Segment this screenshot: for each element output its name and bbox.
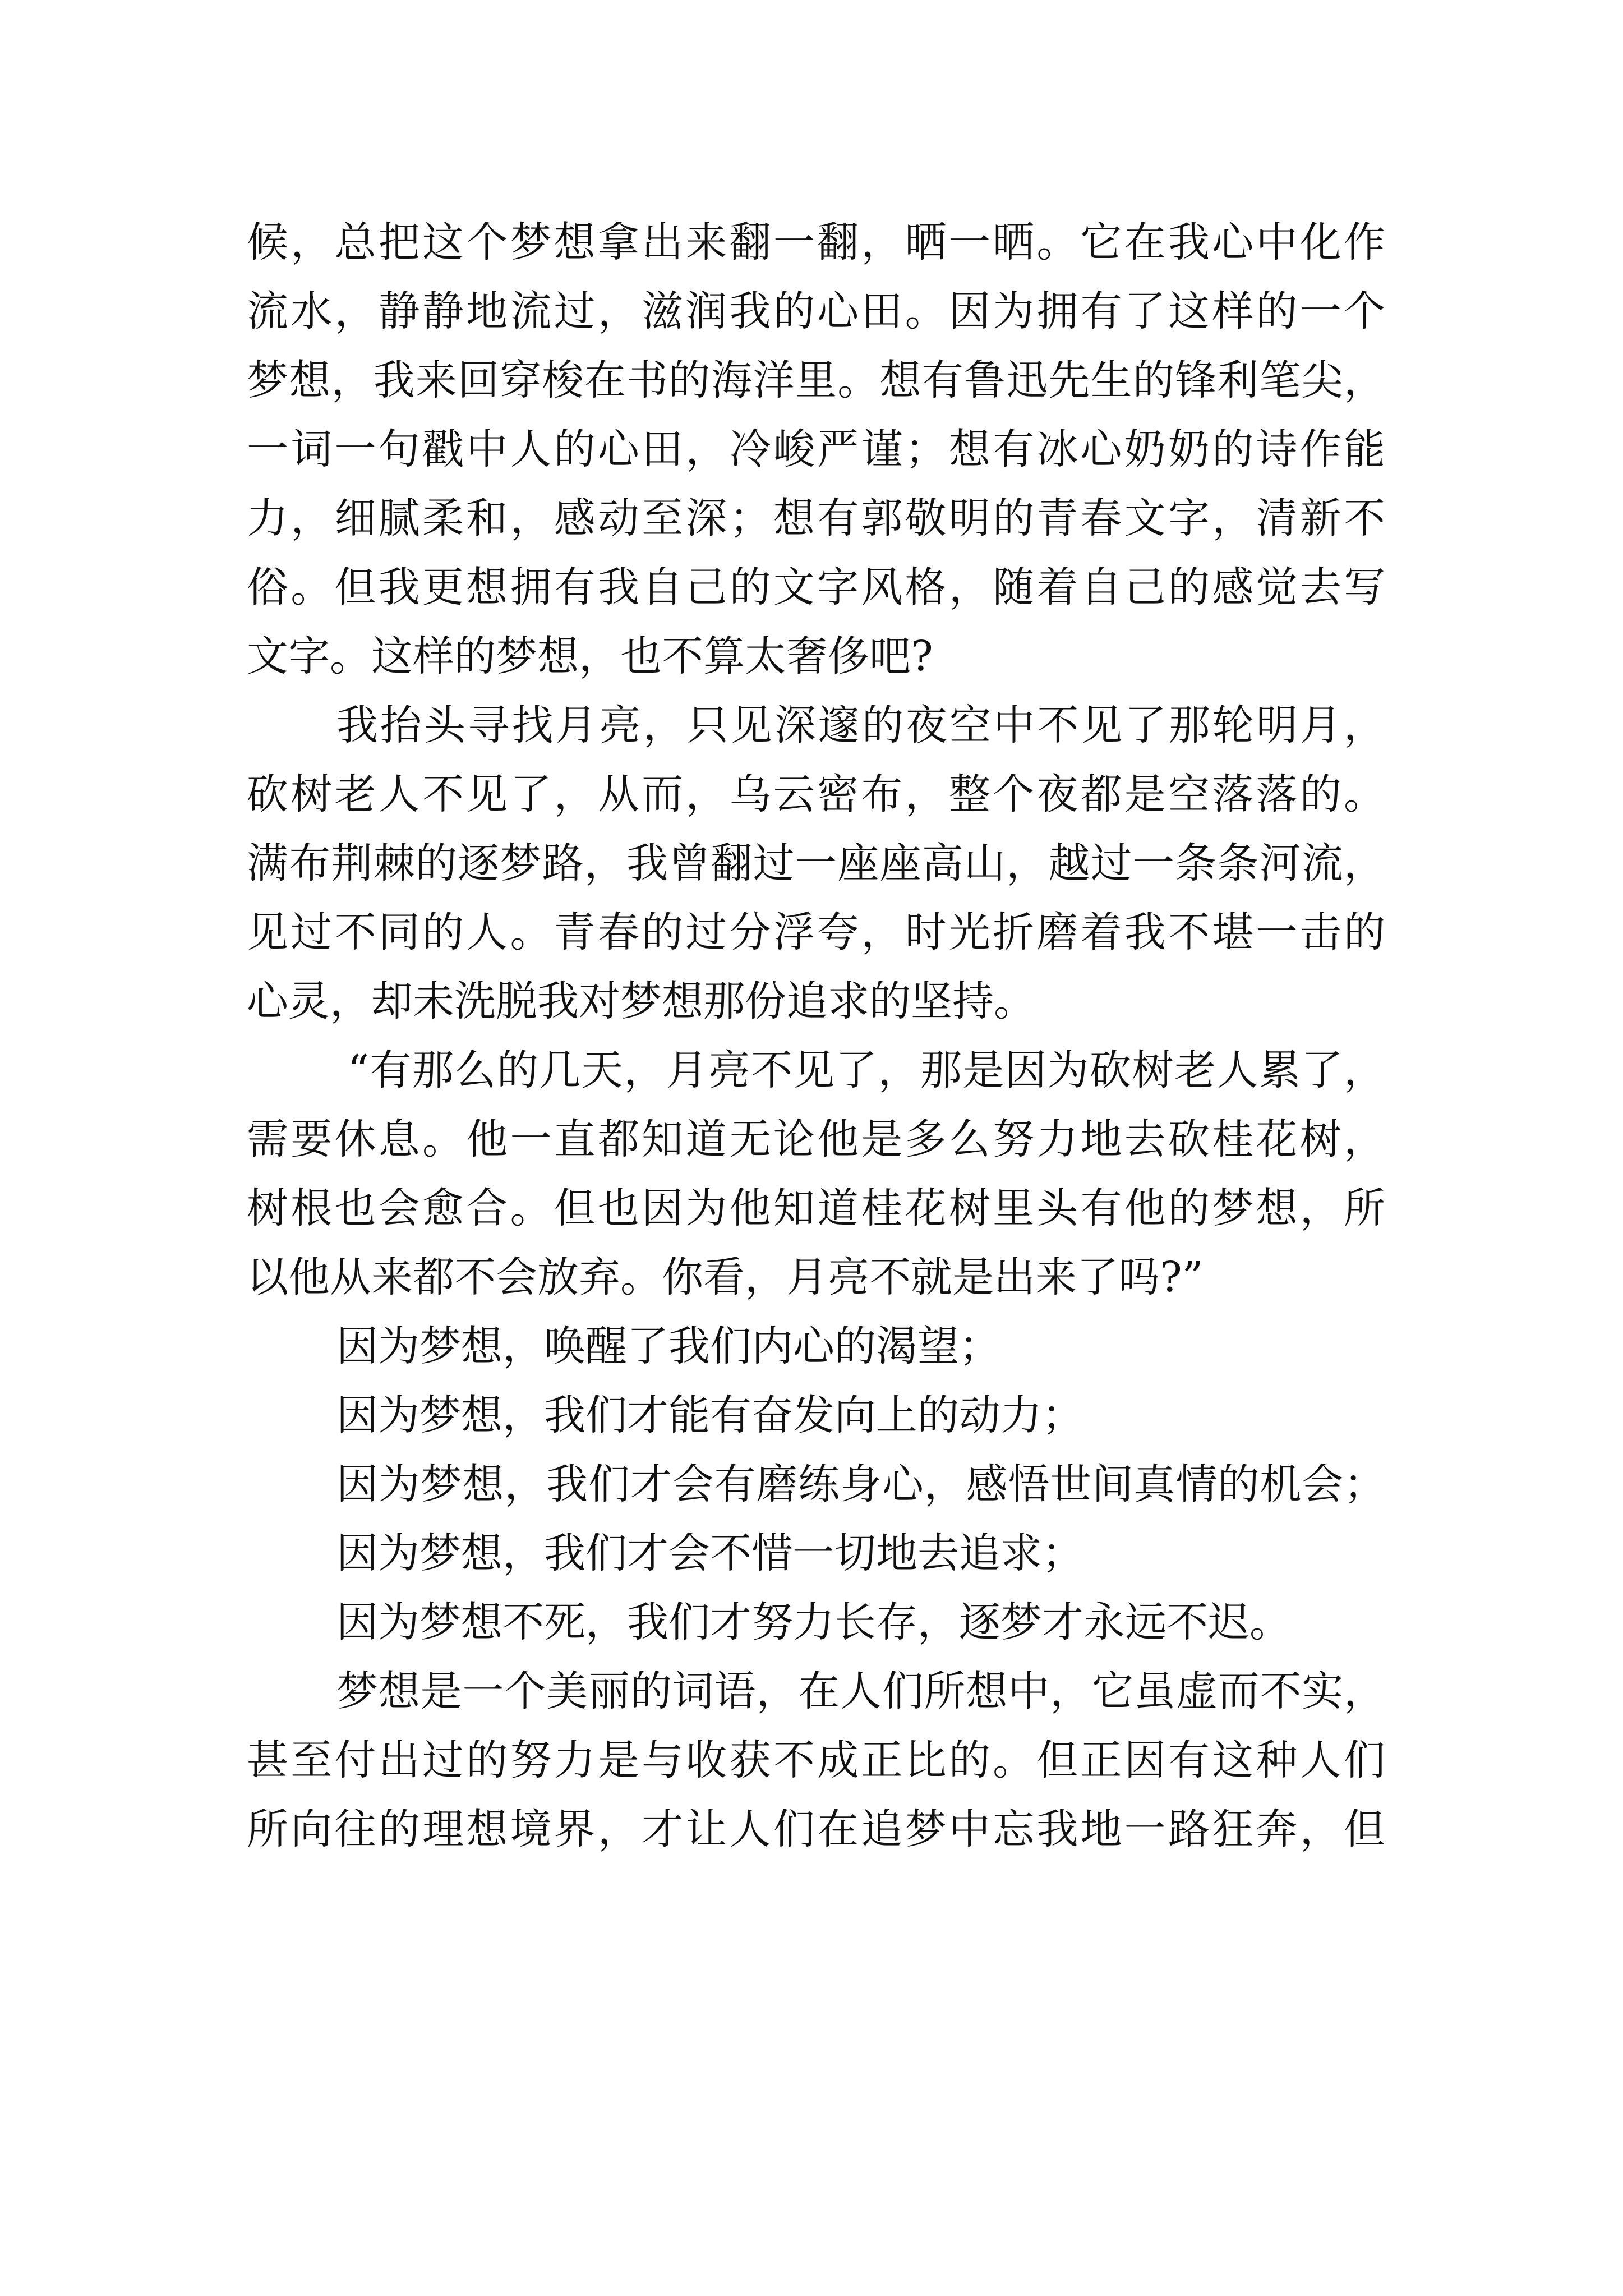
poem-line: 因为梦想，我们才能有奋发向上的动力； [336,1391,1083,1439]
text-line: 所向往的理想境界，才让人们在追梦中忘我地一路狂奔，但 [247,1805,1385,1853]
text-line: 文字。这样的梦想，也不算太奢侈吧? [247,632,933,680]
poem-line: 因为梦想，我们才会有磨练身心，感悟世间真情的机会； [336,1460,1385,1508]
text-line: 砍树老人不见了，从而，乌云密布，整个夜都是空落落的。 [247,770,1385,818]
text-line: 甚至付出过的努力是与收获不成正比的。但正因有这种人们 [247,1736,1385,1784]
text-line: 满布荆棘的逐梦路，我曾翻过一座座高山，越过一条条河流， [247,839,1385,887]
paragraph-first-line: “有那么的几天，月亮不见了，那是因为砍树老人累了， [348,1046,1385,1094]
text-line: 以他从来都不会放弃。你看，月亮不就是出来了吗?” [247,1253,1204,1301]
text-line: 梦想，我来回穿梭在书的海洋里。想有鲁迅先生的锋利笔尖， [247,356,1385,404]
text-line: 见过不同的人。青春的过分浮夸，时光折磨着我不堪一击的 [247,908,1385,956]
poem-line: 因为梦想，唤醒了我们内心的渴望； [336,1322,1000,1370]
paragraph-first-line: 梦想是一个美丽的词语，在人们所想中，它虽虚而不实， [336,1667,1385,1715]
text-line: 俗。但我更想拥有我自己的文字风格，随着自己的感觉去写 [247,563,1385,611]
text-line: 一词一句戳中人的心田，冷峻严谨；想有冰心奶奶的诗作能 [247,425,1385,473]
text-line: 力，细腻柔和，感动至深；想有郭敬明的青春文字，清新不 [247,494,1385,542]
paragraph-first-line: 我抬头寻找月亮，只见深邃的夜空中不见了那轮明月， [336,701,1385,749]
poem-line: 因为梦想，我们才会不惜一切地去追求； [336,1529,1083,1577]
text-line: 流水，静静地流过，滋润我的心田。因为拥有了这样的一个 [247,287,1385,335]
poem-line: 因为梦想不死，我们才努力长存，逐梦才永远不迟。 [336,1598,1291,1646]
text-line: 树根也会愈合。但也因为他知道桂花树里头有他的梦想，所 [247,1184,1385,1232]
text-line: 需要休息。他一直都知道无论他是多么努力地去砍桂花树， [247,1115,1385,1163]
text-line: 候，总把这个梦想拿出来翻一翻，晒一晒。它在我心中化作 [247,218,1385,266]
text-line: 心灵，却未洗脱我对梦想那份追求的坚持。 [247,977,1035,1025]
